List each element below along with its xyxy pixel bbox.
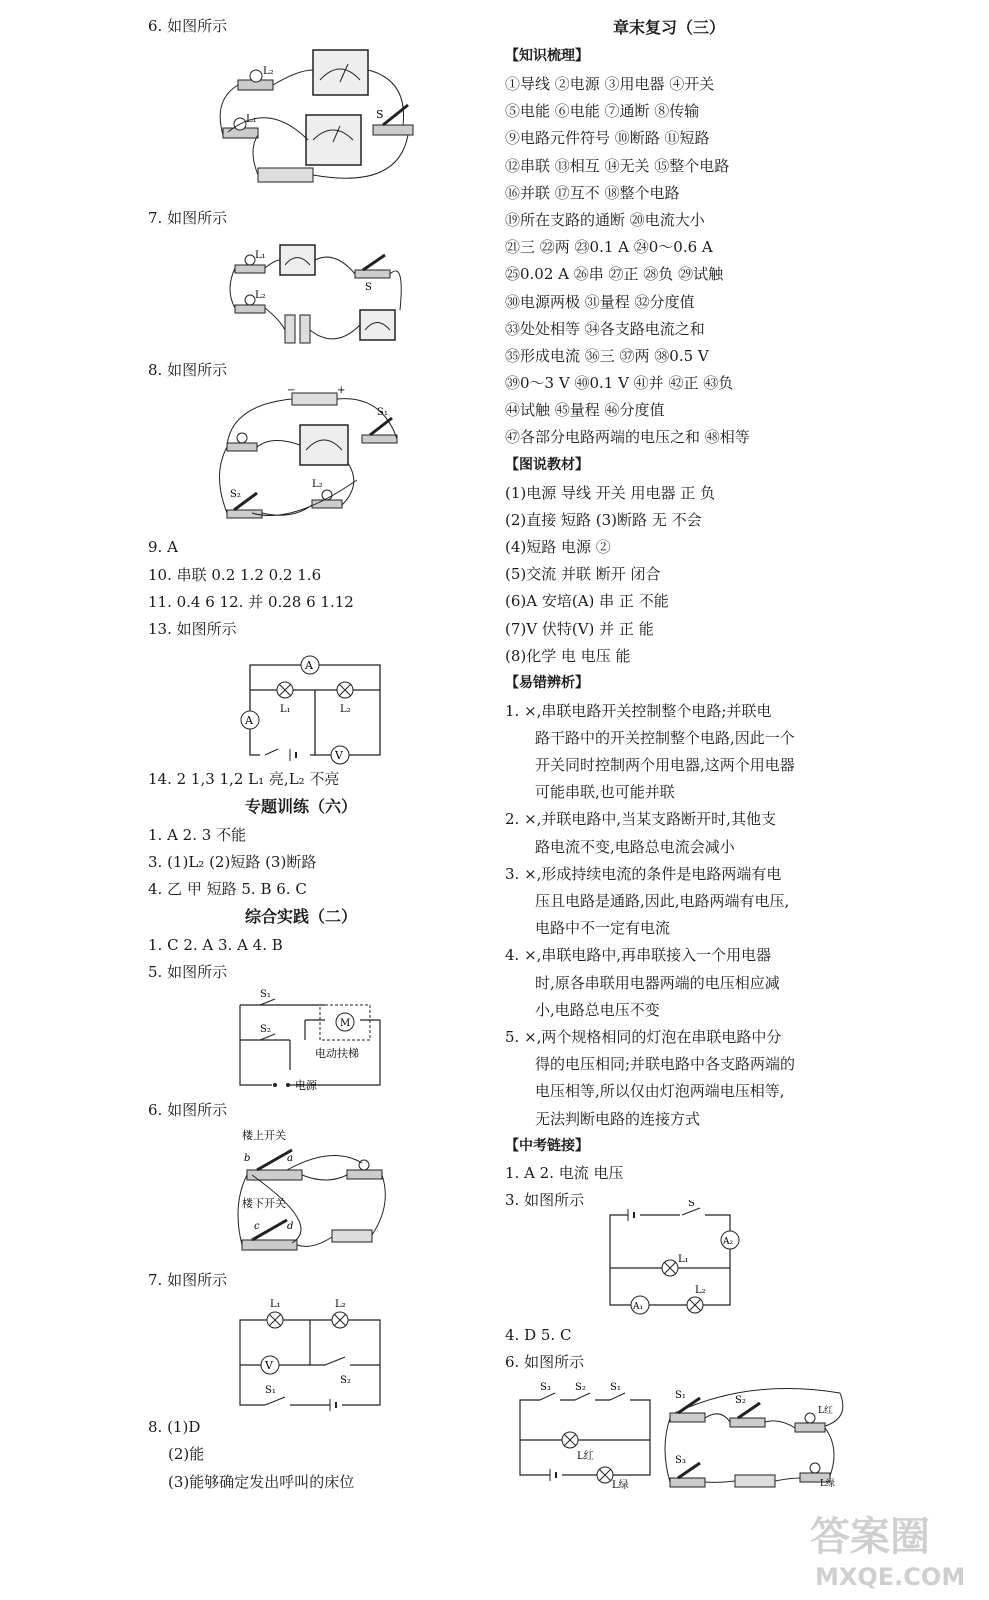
error-1-line-1: 1. ×,串联电路开关控制整个电路;并联电 xyxy=(505,702,772,720)
section-errors: 【易错辨析】 xyxy=(505,675,589,691)
knowledge-row-3: ⑨电路元件符号 ⑩断路 ⑪短路 xyxy=(505,129,710,147)
textbook-row-5: (6)A 安培(A) 串 正 不能 xyxy=(505,592,669,610)
textbook-row-1: (1)电源 导线 开关 用电器 正 负 xyxy=(505,484,716,502)
exam-answer-4-5: 4. D 5. C xyxy=(505,1326,572,1344)
fig-exam6-s2: S₂ xyxy=(575,1382,586,1393)
practice-answer-5: 5. 如图所示 xyxy=(148,963,228,981)
answer-14: 14. 2 1,3 1,2 L₁ 亮,L₂ 不亮 xyxy=(148,770,340,788)
fig13-ammeter-left: A xyxy=(245,714,253,727)
knowledge-row-8: ㉕0.02 A ㉖串 ㉗正 ㉘负 ㉙试触 xyxy=(505,265,724,283)
textbook-row-6: (7)V 伏特(V) 并 正 能 xyxy=(505,620,654,638)
circuit-figure-exam-3 xyxy=(600,1200,750,1315)
error-5-line-3: 电压相等,所以仅由灯泡两端电压相等, xyxy=(535,1082,785,1100)
error-4-line-3: 小,电路总电压不变 xyxy=(535,1001,660,1019)
training-answer-1-2: 1. A 2. 3 不能 xyxy=(148,826,247,844)
practice-answer-8-1: 8. (1)D xyxy=(148,1418,201,1436)
fig-exam6p-lred: L红 xyxy=(818,1406,833,1416)
knowledge-row-7: ㉑三 ㉒两 ㉓0.1 A ㉔0～0.6 A xyxy=(505,238,713,256)
fig5-power-label: 电源 xyxy=(295,1079,317,1092)
error-4-line-1: 4. ×,串联电路中,再串联接入一个用电器 xyxy=(505,946,772,964)
fig13-l2-label: L₂ xyxy=(340,704,351,715)
circuit-figure-exam-6-physical xyxy=(660,1378,850,1493)
fig-exam3-a1: A₁ xyxy=(633,1302,644,1312)
watermark-url: MXQE.COM xyxy=(815,1563,966,1591)
fig-exam6p-lgreen: L绿 xyxy=(820,1479,835,1489)
fig6-l2-label: L₂ xyxy=(263,66,274,77)
knowledge-row-4: ⑫串联 ⑬相互 ⑭无关 ⑮整个电路 xyxy=(505,157,730,175)
answer-10: 10. 串联 0.2 1.2 0.2 1.6 xyxy=(148,566,322,584)
fig-exam6p-s3: S₃ xyxy=(675,1455,686,1466)
fig7p-voltmeter: V xyxy=(265,1359,273,1372)
circuit-figure-practice-5 xyxy=(230,985,390,1095)
exam-answer-1-2: 1. A 2. 电流 电压 xyxy=(505,1164,624,1182)
error-3-line-3: 电路中不一定有电流 xyxy=(535,919,671,937)
fig-exam6-s1: S₁ xyxy=(610,1382,621,1393)
circuit-figure-8 xyxy=(212,385,422,530)
fig5-s2-label: S₂ xyxy=(260,1024,271,1035)
circuit-figure-exam-6-schematic xyxy=(515,1380,660,1490)
textbook-row-7: (8)化学 电 电压 能 xyxy=(505,647,631,665)
knowledge-row-5: ⑯并联 ⑰互不 ⑱整个电路 xyxy=(505,184,680,202)
knowledge-row-9: ㉚电源两极 ㉛量程 ㉜分度值 xyxy=(505,293,695,311)
practice-answer-8-3: (3)能够确定发出呼叫的床位 xyxy=(168,1473,355,1491)
fig7p-l2-label: L₂ xyxy=(335,1299,346,1310)
fig13-voltmeter: V xyxy=(335,749,343,762)
fig6-l1-label: L₁ xyxy=(246,114,257,125)
section-knowledge: 【知识梳理】 xyxy=(505,48,589,64)
fig6-s-label: S xyxy=(376,108,384,121)
fig13-ammeter-top: A xyxy=(305,659,313,672)
fig5-motor: M xyxy=(340,1018,351,1029)
fig-exam3-a2: A₂ xyxy=(723,1237,734,1247)
textbook-row-3: (4)短路 电源 ② xyxy=(505,538,611,556)
chapter-review-title: 章末复习（三） xyxy=(613,18,726,37)
fig-exam3-s-label: S xyxy=(688,1200,695,1209)
fig8-l2-label: L₂ xyxy=(312,479,323,490)
training-answer-4-6: 4. 乙 甲 短路 5. B 6. C xyxy=(148,880,307,898)
fig-exam3-l2-label: L₂ xyxy=(695,1285,706,1296)
circuit-figure-7 xyxy=(225,240,415,360)
answer-13: 13. 如图所示 xyxy=(148,620,237,638)
fig-exam6p-s1: S₁ xyxy=(675,1390,686,1401)
fig-exam6-lred: L红 xyxy=(577,1451,594,1462)
fig13-l1-label: L₁ xyxy=(280,704,291,715)
practice-answer-8-2: (2)能 xyxy=(168,1445,205,1463)
error-5-line-2: 得的电压相同;并联电路中各支路两端的 xyxy=(535,1055,796,1073)
practice-answer-7: 7. 如图所示 xyxy=(148,1271,228,1289)
fig7p-l1-label: L₁ xyxy=(270,1299,281,1310)
knowledge-row-6: ⑲所在支路的通断 ⑳电流大小 xyxy=(505,211,705,229)
circuit-figure-13 xyxy=(230,645,390,765)
section-exam-link: 【中考链接】 xyxy=(505,1138,589,1154)
error-1-line-2: 路干路中的开关控制整个电路,因此一个 xyxy=(535,729,795,747)
textbook-row-4: (5)交流 并联 断开 闭合 xyxy=(505,565,661,583)
circuit-figure-practice-7 xyxy=(230,1295,390,1415)
error-1-line-3: 开关同时控制两个用电器,这两个用电器 xyxy=(535,756,795,774)
fig-exam3-l1-label: L₁ xyxy=(678,1254,689,1265)
fig6p-d: d xyxy=(287,1221,294,1232)
error-1-line-4: 可能串联,也可能并联 xyxy=(535,783,675,801)
error-3-line-2: 压且电路是通路,因此,电路两端有电压, xyxy=(535,892,790,910)
fig6p-upstairs-label: 楼上开关 xyxy=(242,1129,286,1142)
error-2-line-1: 2. ×,并联电路中,当某支路断开时,其他支 xyxy=(505,810,776,828)
answer-6: 6. 如图所示 xyxy=(148,17,228,35)
fig6p-b: b xyxy=(244,1153,251,1164)
fig7-l1-label: L₁ xyxy=(255,250,266,261)
textbook-row-2: (2)直接 短路 (3)断路 无 不会 xyxy=(505,511,702,529)
knowledge-row-2: ⑤电能 ⑥电能 ⑦通断 ⑧传输 xyxy=(505,102,700,120)
section-textbook: 【图说教材】 xyxy=(505,457,589,473)
svg-text:+: + xyxy=(337,385,346,396)
fig-exam6-lgreen: L绿 xyxy=(612,1480,629,1490)
fig8-s1-label: S₁ xyxy=(377,407,388,418)
error-4-line-2: 时,原各串联用电器两端的电压相应减 xyxy=(535,974,780,992)
answer-8: 8. 如图所示 xyxy=(148,361,228,379)
knowledge-row-10: ㉝处处相等 ㉞各支路电流之和 xyxy=(505,320,705,338)
practice-answer-6: 6. 如图所示 xyxy=(148,1101,228,1119)
watermark-text: 答案圈 xyxy=(810,1514,930,1560)
fig-exam6p-s2: S₂ xyxy=(735,1395,746,1406)
fig7p-s1-label: S₁ xyxy=(265,1385,276,1396)
answer-9: 9. A xyxy=(148,538,178,556)
svg-text:−: − xyxy=(287,385,296,396)
fig6p-c: c xyxy=(254,1221,260,1232)
section-heading-topic-training: 专题训练（六） xyxy=(245,797,358,816)
fig5-s1-label: S₁ xyxy=(260,989,271,1000)
exam-answer-3: 3. 如图所示 xyxy=(505,1191,585,1209)
fig-exam6-s3: S₃ xyxy=(540,1382,551,1393)
error-5-line-1: 5. ×,两个规格相同的灯泡在串联电路中分 xyxy=(505,1028,782,1046)
watermark-logo xyxy=(790,1495,980,1595)
exam-answer-6: 6. 如图所示 xyxy=(505,1353,585,1371)
fig8-s2-label: S₂ xyxy=(230,489,241,500)
fig7-s-label: S xyxy=(365,282,372,293)
fig7p-s2-label: S₂ xyxy=(340,1375,351,1386)
fig5-escalator-label: 电动扶梯 xyxy=(315,1047,359,1060)
circuit-figure-6 xyxy=(208,40,478,190)
knowledge-row-14: ㊼各部分电路两端的电压之和 ㊽相等 xyxy=(505,428,750,446)
answer-11-12: 11. 0.4 6 12. 并 0.28 6 1.12 xyxy=(148,593,354,611)
knowledge-row-11: ㉟形成电流 ㊱三 ㊲两 ㊳0.5 V xyxy=(505,347,709,365)
training-answer-3: 3. (1)L₂ (2)短路 (3)断路 xyxy=(148,853,317,871)
error-5-line-4: 无法判断电路的连接方式 xyxy=(535,1110,701,1128)
error-2-line-2: 路电流不变,电路总电流会减小 xyxy=(535,838,735,856)
answer-7: 7. 如图所示 xyxy=(148,209,228,227)
section-heading-practice: 综合实践（二） xyxy=(245,907,358,926)
fig6p-downstairs-label: 楼下开关 xyxy=(242,1197,286,1210)
fig6p-a: a xyxy=(287,1153,293,1164)
circuit-figure-practice-6 xyxy=(232,1125,392,1265)
practice-answer-1-4: 1. C 2. A 3. A 4. B xyxy=(148,936,283,954)
knowledge-row-12: ㊴0～3 V ㊵0.1 V ㊶并 ㊷正 ㊸负 xyxy=(505,374,734,392)
fig7-l2-label: L₂ xyxy=(255,290,266,301)
knowledge-row-13: ㊹试触 ㊺量程 ㊻分度值 xyxy=(505,401,665,419)
knowledge-row-1: ①导线 ②电源 ③用电器 ④开关 xyxy=(505,75,715,93)
error-3-line-1: 3. ×,形成持续电流的条件是电路两端有电 xyxy=(505,865,782,883)
